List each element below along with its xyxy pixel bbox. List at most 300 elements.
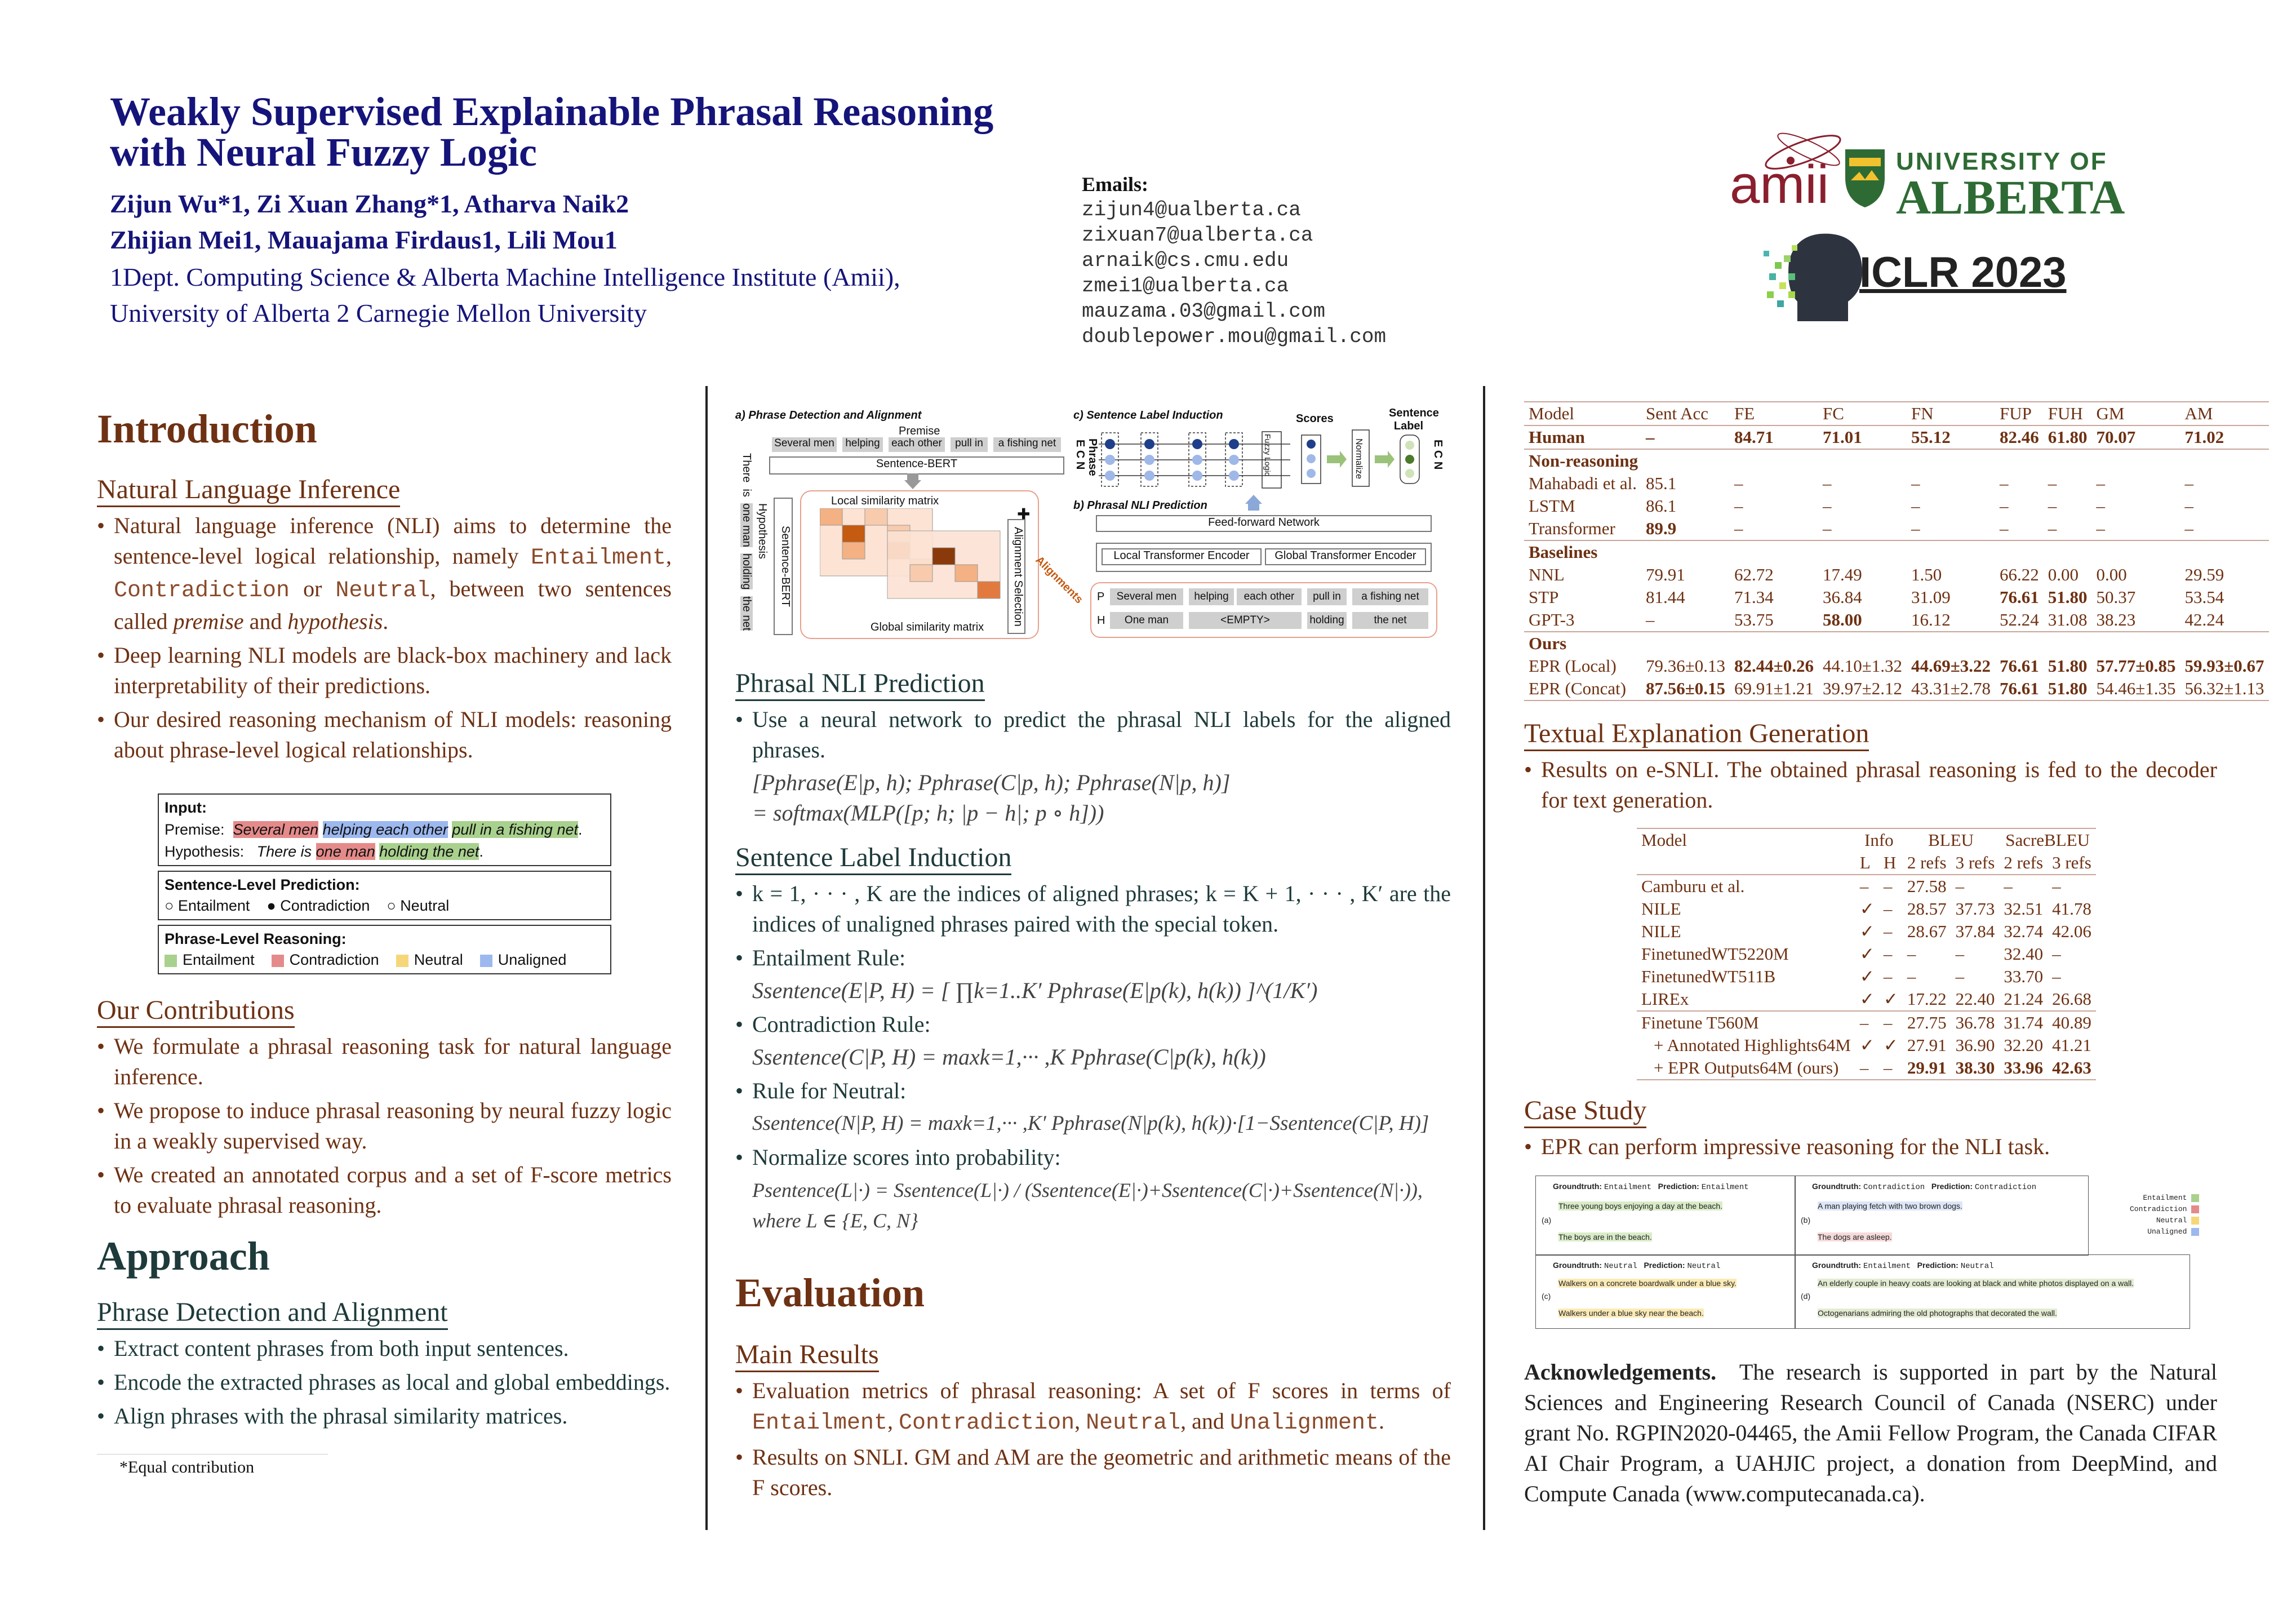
swatch-neutral: [396, 955, 408, 967]
table-cell: + EPR Outputs64M (ours): [1654, 1058, 1839, 1077]
label-neutral: Neutral: [1086, 1411, 1181, 1436]
amii-logo: [1724, 127, 1854, 215]
heading-phrasal-nli: Phrasal NLI Prediction: [735, 668, 985, 701]
legend-neutral: Neutral: [2156, 1216, 2187, 1225]
similarity-matrices: [820, 508, 1011, 615]
table-cell: 28.67: [1907, 921, 1947, 941]
main-results-bullets: [735, 1376, 1451, 1503]
text-explanation-bullets: [1524, 755, 2217, 815]
table-header-row: [1637, 828, 2096, 852]
table-row: [1524, 517, 2269, 540]
table-cell: –: [1951, 875, 2000, 898]
bleu-results-table: [1637, 828, 2096, 1080]
ua-line-bottom: ALBERTA: [1896, 170, 2125, 224]
table-cell: –: [1855, 875, 1879, 898]
heading-nli: Natural Language Inference: [97, 474, 400, 507]
table-cell: FinetunedWT5220M: [1641, 944, 1789, 964]
table-cell: –: [1911, 473, 1920, 493]
table-cell: –: [2184, 473, 2194, 493]
table-cell: 59.93±0.67: [2184, 656, 2264, 676]
column-3: [1524, 401, 2264, 1509]
table-cell: 26.68: [2052, 989, 2091, 1009]
table-cell: ✓: [1883, 989, 1898, 1009]
col-header: FC: [1822, 403, 1844, 423]
option-entailment: Entailment: [177, 897, 250, 914]
fig-ecn-left: E C N: [1074, 440, 1086, 470]
case-premise: Three young boys enjoying a day at the beach.: [1558, 1201, 1723, 1210]
fig-phrase-chip: a fishing net: [993, 437, 1061, 452]
table-row: [1637, 920, 2096, 943]
table-cell: –: [1822, 496, 1832, 516]
equation: Ssentence(C|P, H) = maxk=1,··· ,K Pphrase(C|p(k), h(k)): [752, 1044, 1266, 1070]
gt-label: Groundtruth:: [1553, 1182, 1602, 1191]
table-cell: 43.31±2.78: [1911, 679, 1991, 698]
group-label: Ours: [1524, 632, 2269, 655]
section-title-introduction: Introduction: [97, 406, 317, 451]
case-study-bullets: [1524, 1132, 2217, 1162]
label-entailment: Entailment: [530, 546, 666, 571]
ua-line-top: UNIVERSITY OF: [1896, 148, 2108, 175]
table-cell: 17.49: [1822, 565, 1862, 584]
sentence-prediction-box: [158, 871, 611, 920]
case-hypothesis: Walkers under a blue sky near the beach.: [1558, 1309, 1704, 1318]
swatch-entailment: [165, 955, 177, 967]
fig-phrase-chip: each other: [889, 437, 945, 452]
text: or: [290, 576, 336, 601]
table-cell: 81.44: [1645, 587, 1685, 607]
hyp-word: holding: [740, 553, 753, 590]
email[interactable]: mauzama.03@gmail.com: [1082, 300, 1326, 323]
table-cell: 71.34: [1734, 587, 1774, 607]
table-row: [1637, 1057, 2096, 1080]
fig-fuzzy-logic: Fuzzy Logic: [1263, 434, 1272, 476]
table-cell: STP: [1529, 587, 1559, 607]
table-cell: 69.91±1.21: [1734, 679, 1814, 698]
nli-bullets: [97, 511, 672, 765]
col-subheader: 2 refs: [2004, 853, 2044, 872]
col-header: GM: [2096, 403, 2125, 423]
table-cell: 17.22: [1907, 989, 1947, 1009]
case-legend: [2130, 1192, 2205, 1238]
table-cell: 76.61: [2000, 656, 2039, 676]
pixel-head-icon: [1764, 228, 1865, 324]
gt-label: Groundtruth:: [1812, 1261, 1862, 1270]
col-subheader: L: [1859, 853, 1871, 872]
table-cell: LSTM: [1529, 496, 1575, 516]
fig-label-b: b) Phrasal NLI Prediction: [1073, 499, 1207, 512]
table-cell: 36.90: [1955, 1035, 1995, 1055]
table-cell: 62.72: [1734, 565, 1774, 584]
table-cell: –: [2184, 518, 2194, 538]
radio-filled-icon: ●: [267, 897, 276, 914]
table-group-row: [1524, 540, 2269, 564]
list-item: • Results on SNLI. GM and AM are the geometric and arithmetic means of the F scores.: [735, 1442, 1451, 1503]
table-cell: EPR (Concat): [1529, 679, 1627, 698]
table-cell: 71.01: [1818, 425, 1907, 449]
table-cell: –: [1879, 875, 1903, 898]
table-cell: 61.80: [2044, 425, 2092, 449]
list-item: • Contradiction Rule:: [735, 1009, 1451, 1040]
emails-block: [1082, 172, 1386, 349]
table-cell: 36.78: [1951, 1011, 2000, 1034]
email[interactable]: arnaik@cs.cmu.edu: [1082, 249, 1289, 272]
legend-unaligned: Unaligned: [498, 951, 567, 968]
legend-contradiction: Contradiction: [2130, 1205, 2187, 1213]
list-item: • Encode the extracted phrases as local and global embeddings.: [97, 1367, 672, 1398]
column-2: [735, 668, 1451, 1505]
arrow-down-icon: [904, 473, 921, 489]
table-cell: Camburu et al.: [1637, 875, 1855, 898]
fig-label-a: a) Phrase Detection and Alignment: [735, 409, 922, 422]
table-cell: –: [1734, 473, 1743, 493]
table-row: [1637, 943, 2096, 965]
phrase-reasoning-label: Phrase-Level Reasoning:: [165, 930, 347, 947]
table-cell: 56.32±1.13: [2184, 679, 2264, 698]
table-cell: 32.20: [2004, 1035, 2044, 1055]
table-cell: –: [2048, 473, 2057, 493]
list-item: • Our desired reasoning mechanism of NLI models: reasoning about phrase-level logical relationships.: [97, 704, 672, 765]
list-item: • We formulate a phrasal reasoning task for natural language inference.: [97, 1031, 672, 1092]
equation: = softmax(MLP([p; h; |p − h|; p ∘ h])): [752, 800, 1104, 826]
table-cell: 57.77±0.85: [2096, 656, 2176, 676]
phrase-reasoning-box: [158, 925, 611, 974]
table-cell: –: [2096, 473, 2106, 493]
legend-unaligned: Unaligned: [2147, 1227, 2187, 1236]
table-cell: –: [1855, 1011, 1879, 1034]
table-header-row: [1524, 402, 2269, 425]
equation: Ssentence(N|P, H) = maxk=1,··· ,K′ Pphrase(N|p(k), h(k))·[1−Ssentence(C|P, H)]: [752, 1112, 1429, 1135]
table-cell: –: [1955, 966, 1965, 986]
table-cell: 27.75: [1903, 1011, 1951, 1034]
arrow-up-icon: [1245, 495, 1262, 511]
table-cell: ✓: [1859, 966, 1875, 986]
input-box: Input: Premise: Several men helping each other pull in a fishing net. Hypothesis: There is one man holding the net.: [158, 793, 611, 866]
table-cell: –: [2000, 473, 2009, 493]
table-cell: 27.58: [1903, 875, 1951, 898]
affil-line-1: 1Dept. Computing Science & Alberta Machine Intelligence Institute (Amii),: [110, 263, 900, 291]
column-divider: [705, 386, 708, 1530]
pred-value: Neutral: [1960, 1262, 1994, 1271]
email[interactable]: zmei1@ualberta.ca: [1082, 274, 1289, 298]
table-cell: 32.74: [2004, 921, 2044, 941]
table-cell: 42.63: [2052, 1058, 2091, 1077]
authors-line-1: Zijun Wu*1, Zi Xuan Zhang*1, Atharva Naik2: [110, 189, 629, 218]
table-cell: –: [2000, 496, 2009, 516]
list-item: • We created an annotated corpus and a set of F-score metrics to evaluate phrasal reasoning.: [97, 1160, 672, 1221]
table-cell: + Annotated Highlights64M: [1654, 1035, 1851, 1055]
fig-p-chip: helping: [1189, 588, 1234, 605]
equation: Ssentence(E|P, H) = [ ∏k=1..K′ Pphrase(E|p(k), h(k)) ]^(1/K′): [752, 978, 1318, 1003]
pred-value: Contradiction: [1974, 1183, 2037, 1192]
swatch-entailment: [2191, 1194, 2199, 1202]
table-cell: 44.10±1.32: [1822, 656, 1902, 676]
table-cell: –: [1883, 1058, 1893, 1077]
heading-main-results: Main Results: [735, 1339, 879, 1372]
table-cell: 22.40: [1955, 989, 1995, 1009]
hyp-word: is: [740, 489, 753, 497]
text: Natural language inference (NLI) aims to determine the sentence-level logical relationship, namely: [114, 513, 672, 569]
table-cell: 0.00: [2048, 565, 2079, 584]
list-item: • Natural language inference (NLI) aims to determine the sentence-level logical relationship, namely Entailment, Contradiction or Neutral, between two sentences called premise and hypothesis.: [97, 511, 672, 637]
heading-phrase-detection: Phrase Detection and Alignment: [97, 1297, 448, 1330]
col-header: Model: [1529, 403, 1574, 423]
table-cell: –: [1734, 518, 1743, 538]
label-contradiction: Contradiction: [899, 1411, 1075, 1436]
swatch-contradiction: [2191, 1205, 2199, 1213]
email[interactable]: zixuan7@ualberta.ca: [1082, 224, 1313, 247]
heading-sentence-label-induction: Sentence Label Induction: [735, 842, 1011, 875]
section-title-evaluation: Evaluation: [735, 1270, 925, 1315]
col-subheader: 3 refs: [1955, 853, 1995, 872]
swatch-unaligned: [480, 955, 492, 967]
list-item: • Normalize scores into probability:: [735, 1142, 1451, 1173]
text: , and: [1180, 1408, 1230, 1434]
table-cell: 84.71: [1730, 425, 1818, 449]
table-cell: 39.97±2.12: [1822, 679, 1902, 698]
table-cell: 16.12: [1911, 610, 1951, 629]
fig-phrase-label: Phrase: [1086, 438, 1099, 476]
case-hypothesis: The boys are in the beach.: [1558, 1232, 1652, 1241]
table-cell: 1.50: [1911, 565, 1942, 584]
table-cell: 89.9: [1645, 518, 1677, 538]
table-cell: 32.40: [2004, 944, 2044, 964]
table-cell: 51.80: [2048, 679, 2088, 698]
hypothesis-phrase: one man: [316, 843, 375, 860]
table-cell: 71.02: [2180, 425, 2269, 449]
label-unalignment: Unalignment: [1229, 1411, 1379, 1436]
table-cell: 51.80: [2048, 587, 2088, 607]
gt-value: Entailment: [1863, 1262, 1911, 1271]
main-results-table: [1524, 401, 2269, 701]
table-cell: 38.30: [1955, 1058, 1995, 1077]
list-item: • Results on e-SNLI. The obtained phrasal reasoning is fed to the decoder for text generation.: [1524, 755, 2217, 815]
table-cell: –: [2096, 518, 2106, 538]
table-cell: FinetunedWT511B: [1641, 966, 1776, 986]
column-1: [97, 406, 672, 1477]
col-header: Info: [1864, 830, 1894, 850]
table-cell: –: [1883, 921, 1893, 941]
fig-alignment-selection: Alignment Selection: [1007, 519, 1025, 634]
case-hypothesis: Octogenarians admiring the old photographs that decorated the wall.: [1818, 1309, 2057, 1318]
table-cell: Human: [1524, 425, 1641, 449]
email[interactable]: zijun4@ualberta.ca: [1082, 198, 1301, 221]
heading-case-study: Case Study: [1524, 1095, 1646, 1128]
table-row: [1524, 655, 2269, 677]
table-row: [1524, 425, 2269, 449]
label-contradiction: Contradiction: [114, 578, 290, 604]
gt-label: Groundtruth:: [1812, 1182, 1862, 1191]
table-cell: 53.75: [1734, 610, 1774, 629]
contribution-bullets: [97, 1031, 672, 1221]
gt-value: Contradiction: [1863, 1183, 1925, 1192]
table-cell: 76.61: [2000, 587, 2039, 607]
heading-text-explanation: Textual Explanation Generation: [1524, 718, 1869, 751]
case-c: [1535, 1254, 1796, 1329]
table-cell: 28.57: [1907, 899, 1947, 919]
fig-alignments-label: Alignments: [1033, 553, 1086, 606]
sentence-prediction-label: Sentence-Level Prediction:: [165, 876, 360, 893]
table-cell: 27.91: [1907, 1035, 1947, 1055]
col-header: SacreBLEU: [2005, 830, 2090, 850]
hyp-word: the net: [740, 596, 753, 631]
fig-premise-label: Premise: [899, 425, 940, 437]
poster-title: [110, 89, 1124, 175]
table-cell: 31.08: [2048, 610, 2088, 629]
list-item: • Evaluation metrics of phrasal reasoning: A set of F scores in terms of Entailment, Contradiction, Neutral, and Unalignment.: [735, 1376, 1451, 1439]
pred-label: Prediction:: [1917, 1261, 1959, 1270]
radio-empty-icon: ○: [387, 897, 396, 914]
list-item: • We propose to induce phrasal reasoning by neural fuzzy logic in a weakly supervised way.: [97, 1096, 672, 1156]
case-label: (c): [1542, 1292, 1551, 1301]
table-cell: 29.91: [1907, 1058, 1947, 1077]
table-cell: 54.46±1.35: [2096, 679, 2176, 698]
affil-line-2: University of Alberta 2 Carnegie Mellon University: [110, 299, 647, 327]
table-cell: 53.54: [2184, 587, 2224, 607]
fig-local-sim-label: Local similarity matrix: [831, 495, 939, 507]
amii-wordmark: amii: [1730, 154, 1829, 215]
radio-empty-icon: ○: [165, 897, 174, 914]
table-cell: 79.91: [1645, 565, 1685, 584]
fig-h-chip: One man: [1110, 612, 1183, 629]
fig-global-sim-label: Global similarity matrix: [871, 621, 984, 633]
legend-entailment: Entailment: [183, 951, 255, 968]
table-cell: 41.78: [2052, 899, 2091, 919]
case-premise: An elderly couple in heavy coats are looking at black and white photos displayed on a wall.: [1818, 1279, 2134, 1288]
table-cell: 40.89: [2048, 1011, 2096, 1034]
premise-phrase: helping each other: [322, 821, 448, 838]
premise-phrase: Several men: [233, 821, 319, 838]
col-header: BLEU: [1928, 830, 1974, 850]
table-cell: 0.00: [2096, 565, 2127, 584]
text: , between two sentences called: [114, 576, 672, 634]
col-header: FUH: [2048, 403, 2083, 423]
table-cell: 42.24: [2184, 610, 2224, 629]
label-induction-bullets: [735, 879, 1451, 1236]
table-cell: –: [1879, 1011, 1903, 1034]
label-entailment: Entailment: [752, 1411, 888, 1436]
case-premise: A man playing fetch with two brown dogs.: [1818, 1201, 1962, 1210]
fig-p-chip: pull in: [1307, 588, 1347, 605]
fig-hyp-words: [740, 453, 753, 633]
fig-label-c: c) Sentence Label Induction: [1073, 409, 1223, 422]
table-cell: Transformer: [1529, 518, 1615, 538]
table-cell: 76.61: [2000, 679, 2039, 698]
table-cell: GPT-3: [1529, 610, 1575, 629]
table-cell: –: [1859, 1058, 1869, 1077]
fig-normalize: Normalize: [1354, 438, 1364, 480]
table-cell: NILE: [1641, 921, 1681, 941]
table-cell: 82.44±0.26: [1734, 656, 1814, 676]
hyp-word: one man: [740, 503, 753, 547]
hypothesis-phrase: There is: [256, 843, 312, 860]
table-cell: –: [1883, 944, 1893, 964]
table-cell: –: [1822, 473, 1832, 493]
table-row: [1524, 564, 2269, 586]
table-cell: 79.36±0.13: [1645, 656, 1725, 676]
table-cell: 42.06: [2052, 921, 2091, 941]
fig-h-label: H: [1097, 614, 1105, 627]
table-cell: 31.74: [1999, 1011, 2048, 1034]
table-cell: 86.1: [1645, 496, 1677, 516]
list-item: • Deep learning NLI models are black-box machinery and lack interpretability of their predictions.: [97, 640, 672, 701]
col-subheader: 2 refs: [1907, 853, 1947, 872]
table-cell: 52.24: [2000, 610, 2039, 629]
case-hypothesis: The dogs are asleep.: [1818, 1232, 1892, 1241]
title-line-1: Weakly Supervised Explainable Phrasal Reasoning: [110, 89, 994, 134]
footnote: *Equal contribution: [119, 1458, 255, 1476]
shield-icon: [1842, 147, 1888, 209]
authors: [110, 186, 629, 258]
swatch-neutral: [2191, 1217, 2199, 1225]
table-cell: 37.73: [1955, 899, 1995, 919]
table-cell: Finetune T560M: [1637, 1011, 1855, 1034]
legend-neutral: Neutral: [414, 951, 463, 968]
conference-badge: ICLR 2023: [1859, 249, 2067, 296]
table-cell: –: [2048, 496, 2057, 516]
list-item: • Rule for Neutral:: [735, 1076, 1451, 1106]
emails-label: Emails:: [1082, 173, 1149, 196]
table-cell: ✓: [1859, 1035, 1875, 1055]
table-row: [1637, 875, 2096, 898]
col-header: AM: [2184, 403, 2213, 423]
architecture-figure: [735, 405, 1445, 641]
table-row: [1524, 495, 2269, 517]
fig-phrase-chip: Several men: [772, 437, 837, 452]
option-neutral: Neutral: [400, 897, 450, 914]
table-row: [1524, 586, 2269, 609]
col-header: Model: [1641, 830, 1687, 850]
label-neutral: Neutral: [335, 578, 430, 604]
pred-label: Prediction:: [1644, 1261, 1685, 1270]
gt-value: Neutral: [1604, 1262, 1637, 1271]
table-cell: ✓: [1859, 944, 1875, 964]
fig-p-chip: each other: [1237, 588, 1302, 605]
table-row: [1524, 677, 2269, 700]
table-cell: 44.69±3.22: [1911, 656, 1991, 676]
table-row: [1637, 898, 2096, 920]
premise-label: Premise:: [165, 821, 225, 838]
email[interactable]: doublepower.mou@gmail.com: [1082, 325, 1387, 348]
table-row: [1637, 988, 2096, 1011]
term-premise: premise: [173, 609, 244, 634]
list-item: • Use a neural network to predict the phrasal NLI labels for the aligned phrases.: [735, 704, 1451, 765]
table-cell: LIREx: [1641, 989, 1689, 1009]
table-cell: 32.51: [2004, 899, 2044, 919]
table-row: [1637, 1034, 2096, 1057]
table-cell: 51.80: [2048, 656, 2088, 676]
table-cell: 21.24: [2004, 989, 2044, 1009]
iclr-logo-graphic: [1764, 228, 1865, 327]
term-hypothesis: hypothesis: [287, 609, 383, 634]
list-item: • Align phrases with the phrasal similarity matrices.: [97, 1401, 672, 1431]
heading-contributions: Our Contributions: [97, 995, 295, 1028]
table-group-row: [1524, 632, 2269, 655]
fig-h-chip: the net: [1352, 612, 1428, 629]
col-subheader: H: [1883, 853, 1897, 872]
table-cell: 55.12: [1907, 425, 1995, 449]
option-contradiction: Contradiction: [280, 897, 370, 914]
table-cell: –: [1911, 496, 1920, 516]
table-cell: 36.84: [1822, 587, 1862, 607]
legend-contradiction: Contradiction: [289, 951, 379, 968]
table-cell: –: [1883, 899, 1893, 919]
equation: Psentence(L|·) = Ssentence(L|·) / (Ssentence(E|·)+Ssentence(C|·)+Ssentence(N|·)), where L ∈ {E, C, N}: [752, 1179, 1423, 1232]
hypothesis-label: Hypothesis:: [165, 843, 245, 860]
table-cell: 58.00: [1822, 610, 1862, 629]
case-premise: Walkers on a concrete boardwalk under a blue sky.: [1558, 1279, 1737, 1288]
table-cell: –: [1907, 966, 1916, 986]
text: and: [243, 609, 288, 634]
